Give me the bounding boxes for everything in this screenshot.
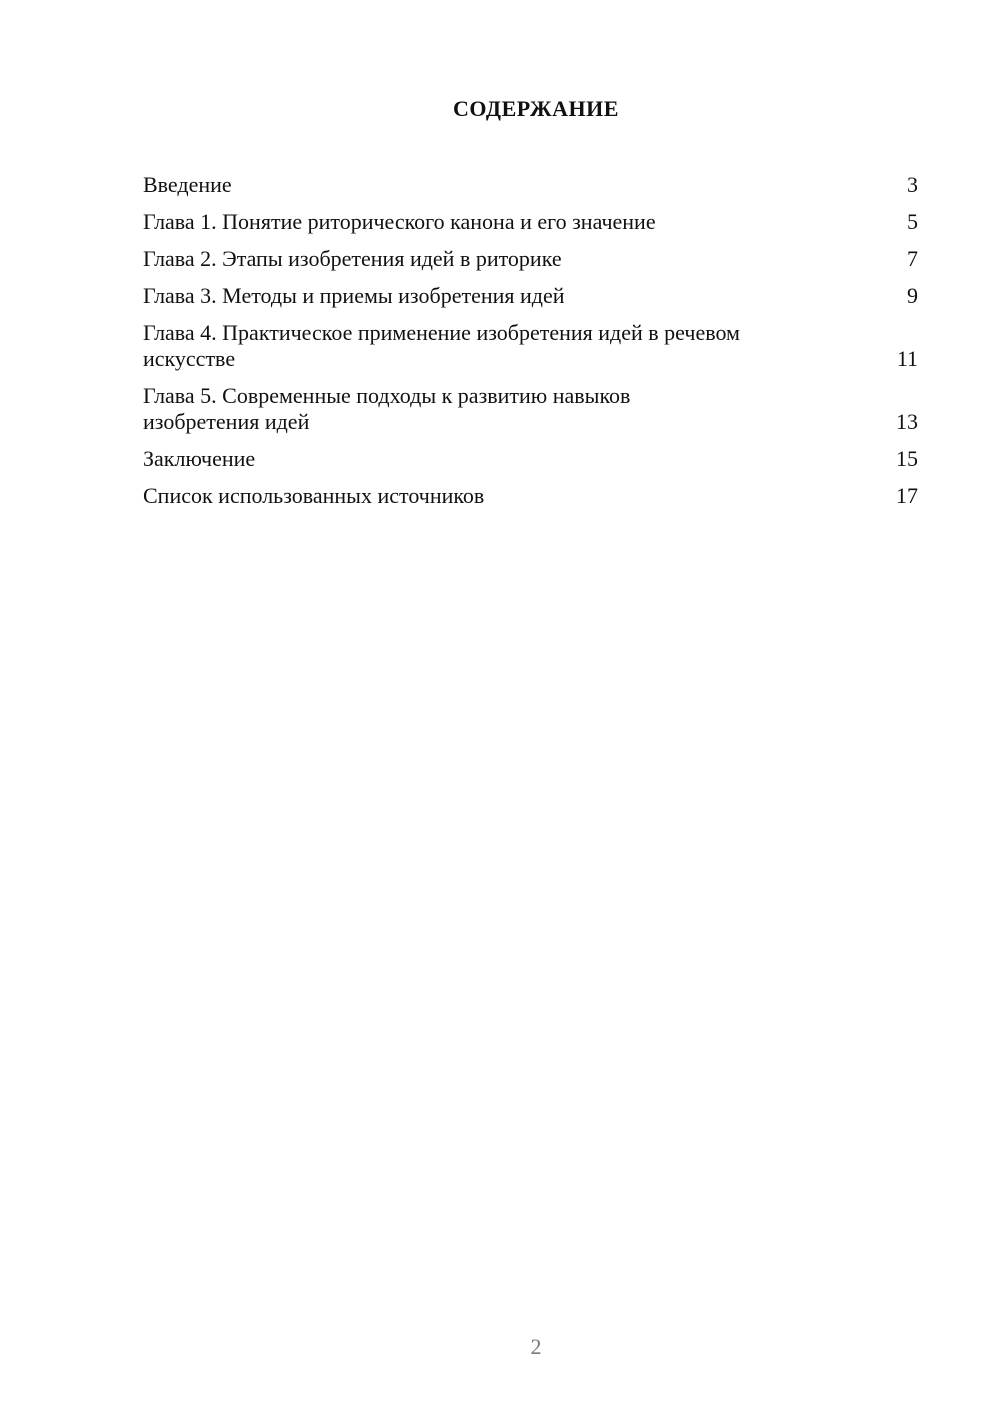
toc-entry-conclusion[interactable]	[143, 444, 918, 481]
toc-entry-introduction[interactable]	[143, 170, 918, 207]
toc-entry-page: 9	[907, 283, 918, 308]
toc-entry-text: Глава 1. Понятие риторического канона и его значение	[143, 209, 656, 234]
toc-entry-page: 5	[907, 209, 918, 234]
toc-entry-page: 11	[896, 346, 918, 371]
toc-entry-page: 3	[907, 172, 918, 197]
toc-entry-chapter-2[interactable]	[143, 244, 918, 281]
page-number: 2	[530, 1334, 542, 1359]
toc-entry-page: 17	[896, 483, 918, 508]
toc-entry-page: 13	[896, 409, 918, 434]
toc-entry-chapter-1[interactable]	[143, 207, 918, 244]
toc-entry-text: Глава 2. Этапы изобретения идей в риторике	[143, 246, 562, 271]
toc-entry-text: Заключение	[143, 446, 256, 471]
toc-entry-chapter-4[interactable]	[143, 318, 918, 381]
toc-entry-text: Список использованных источников	[143, 483, 485, 508]
toc-entry-page: 15	[896, 446, 918, 471]
toc-entry-page: 7	[907, 246, 918, 271]
toc-entry-text: Глава 5. Современные подходы к развитию навыков изобретения идей	[143, 383, 631, 434]
page-title: СОДЕРЖАНИЕ	[453, 96, 619, 121]
toc-entry-chapter-3[interactable]	[143, 281, 918, 318]
toc-entry-chapter-5[interactable]	[143, 381, 918, 444]
toc-entry-references[interactable]	[143, 481, 918, 518]
table-of-contents	[143, 170, 918, 518]
toc-entry-text: Введение	[143, 172, 232, 197]
toc-entry-text: Глава 3. Методы и приемы изобретения идей	[143, 283, 565, 308]
toc-entry-text: Глава 4. Практическое применение изобретения идей в речевом искусстве	[143, 320, 740, 371]
